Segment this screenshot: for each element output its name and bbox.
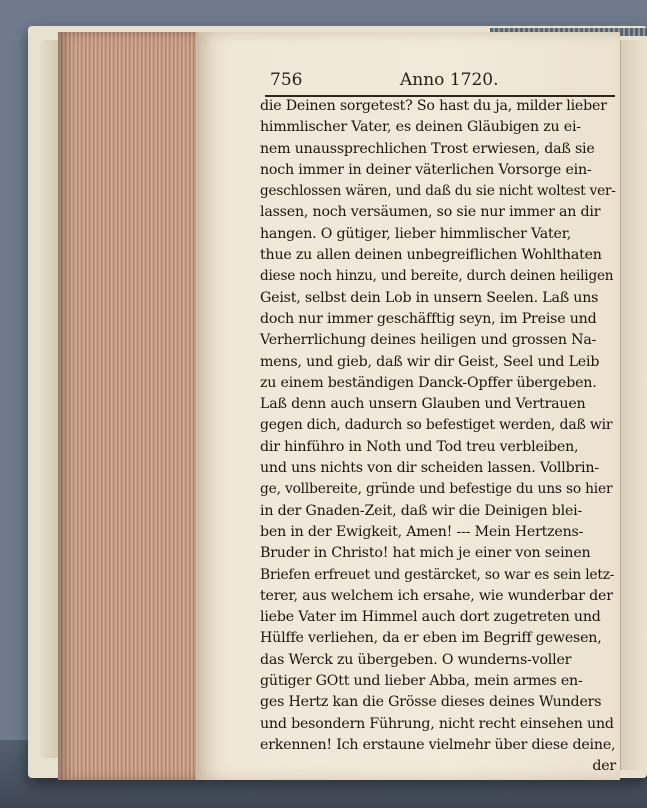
text-line: nem unaussprechlichen Trost erwiesen, daß sie: [260, 140, 595, 157]
text-line: Bruder in Christo! hat mich je einer von seinen: [260, 545, 591, 562]
text-line: gegen dich, dadurch so befestiget werden, daß wir: [260, 417, 613, 434]
text-line: terer, aus welchem ich ersahe, wie wunderbar der: [260, 587, 613, 604]
text-line: Geist, selbst dein Lob in unsern Seelen. Laß uns: [260, 289, 599, 306]
text-line: hangen. O gütiger, lieber himmlischer Vater,: [260, 225, 572, 242]
text-line: ben in der Ewigkeit, Amen! --- Mein Hertzens-: [260, 523, 584, 540]
body-text: [260, 96, 616, 778]
text-line: liebe Vater im Himmel auch dort zugetreten und: [260, 609, 601, 626]
text-line: geschlossen wären, und daß du sie nicht woltest ver-: [260, 183, 616, 200]
text-line: doch nur immer geschäfftig seyn, im Preise und: [260, 310, 597, 327]
text-line: dir hinführo in Noth und Tod treu verbleiben,: [260, 438, 579, 455]
text-line: ge, vollbereite, gründe und befestige du uns so hier: [260, 481, 613, 498]
text-line: noch immer in deiner väterlichen Vorsorge ein-: [260, 161, 592, 178]
text-line: Briefen erfreuet und gestärcket, so war es sein letz-: [260, 566, 615, 583]
text-line: thue zu allen deinen unbegreiflichen Wohlthaten: [260, 247, 602, 264]
text-line: und uns nichts von dir scheiden lassen. Vollbrin-: [260, 460, 599, 477]
text-line: das Werck zu übergeben. O wunderns-voller: [260, 651, 572, 668]
text-line: und besondern Führung, nicht recht einsehen und: [260, 715, 614, 732]
text-line: himmlischer Vater, es deinen Gläubigen zu ei-: [260, 119, 581, 136]
page-stack-edge: [58, 32, 198, 780]
text-line: gütiger GOtt und lieber Abba, mein armes en-: [260, 673, 583, 690]
next-page-edge: [620, 40, 647, 770]
text-line: erkennen! Ich erstaune vielmehr über diese deine,: [260, 736, 616, 753]
page-header: [270, 70, 620, 94]
text-line: ges Hertz kan die Grösse dieses deines Wunders: [260, 694, 602, 711]
catchword: der: [592, 758, 616, 775]
text-line: Verherrlichung deines heiligen und grossen Na-: [260, 332, 597, 349]
text-line: die Deinen sorgetest? So hast du ja, milder lieber: [260, 98, 607, 114]
text-line: in der Gnaden-Zeit, daß wir die Deinigen blei-: [260, 502, 583, 519]
text-line: Laß denn auch unsern Glauben und Vertrauen: [260, 396, 586, 413]
text-line: mens, und gieb, daß wir dir Geist, Seel und Leib: [260, 353, 600, 370]
text-line: lassen, noch versäumen, so sie nur immer an dir: [260, 204, 601, 221]
left-page-edge: [40, 40, 60, 758]
text-line: zu einem beständigen Danck-Opffer übergeben.: [260, 374, 597, 391]
text-line: diese noch hinzu, und bereite, durch deinen heiligen: [260, 268, 614, 285]
running-head: Anno 1720.: [400, 70, 499, 90]
text-line: Hülffe verliehen, da er eben im Begriff gewesen,: [260, 630, 602, 647]
page-number: 756: [270, 70, 303, 90]
